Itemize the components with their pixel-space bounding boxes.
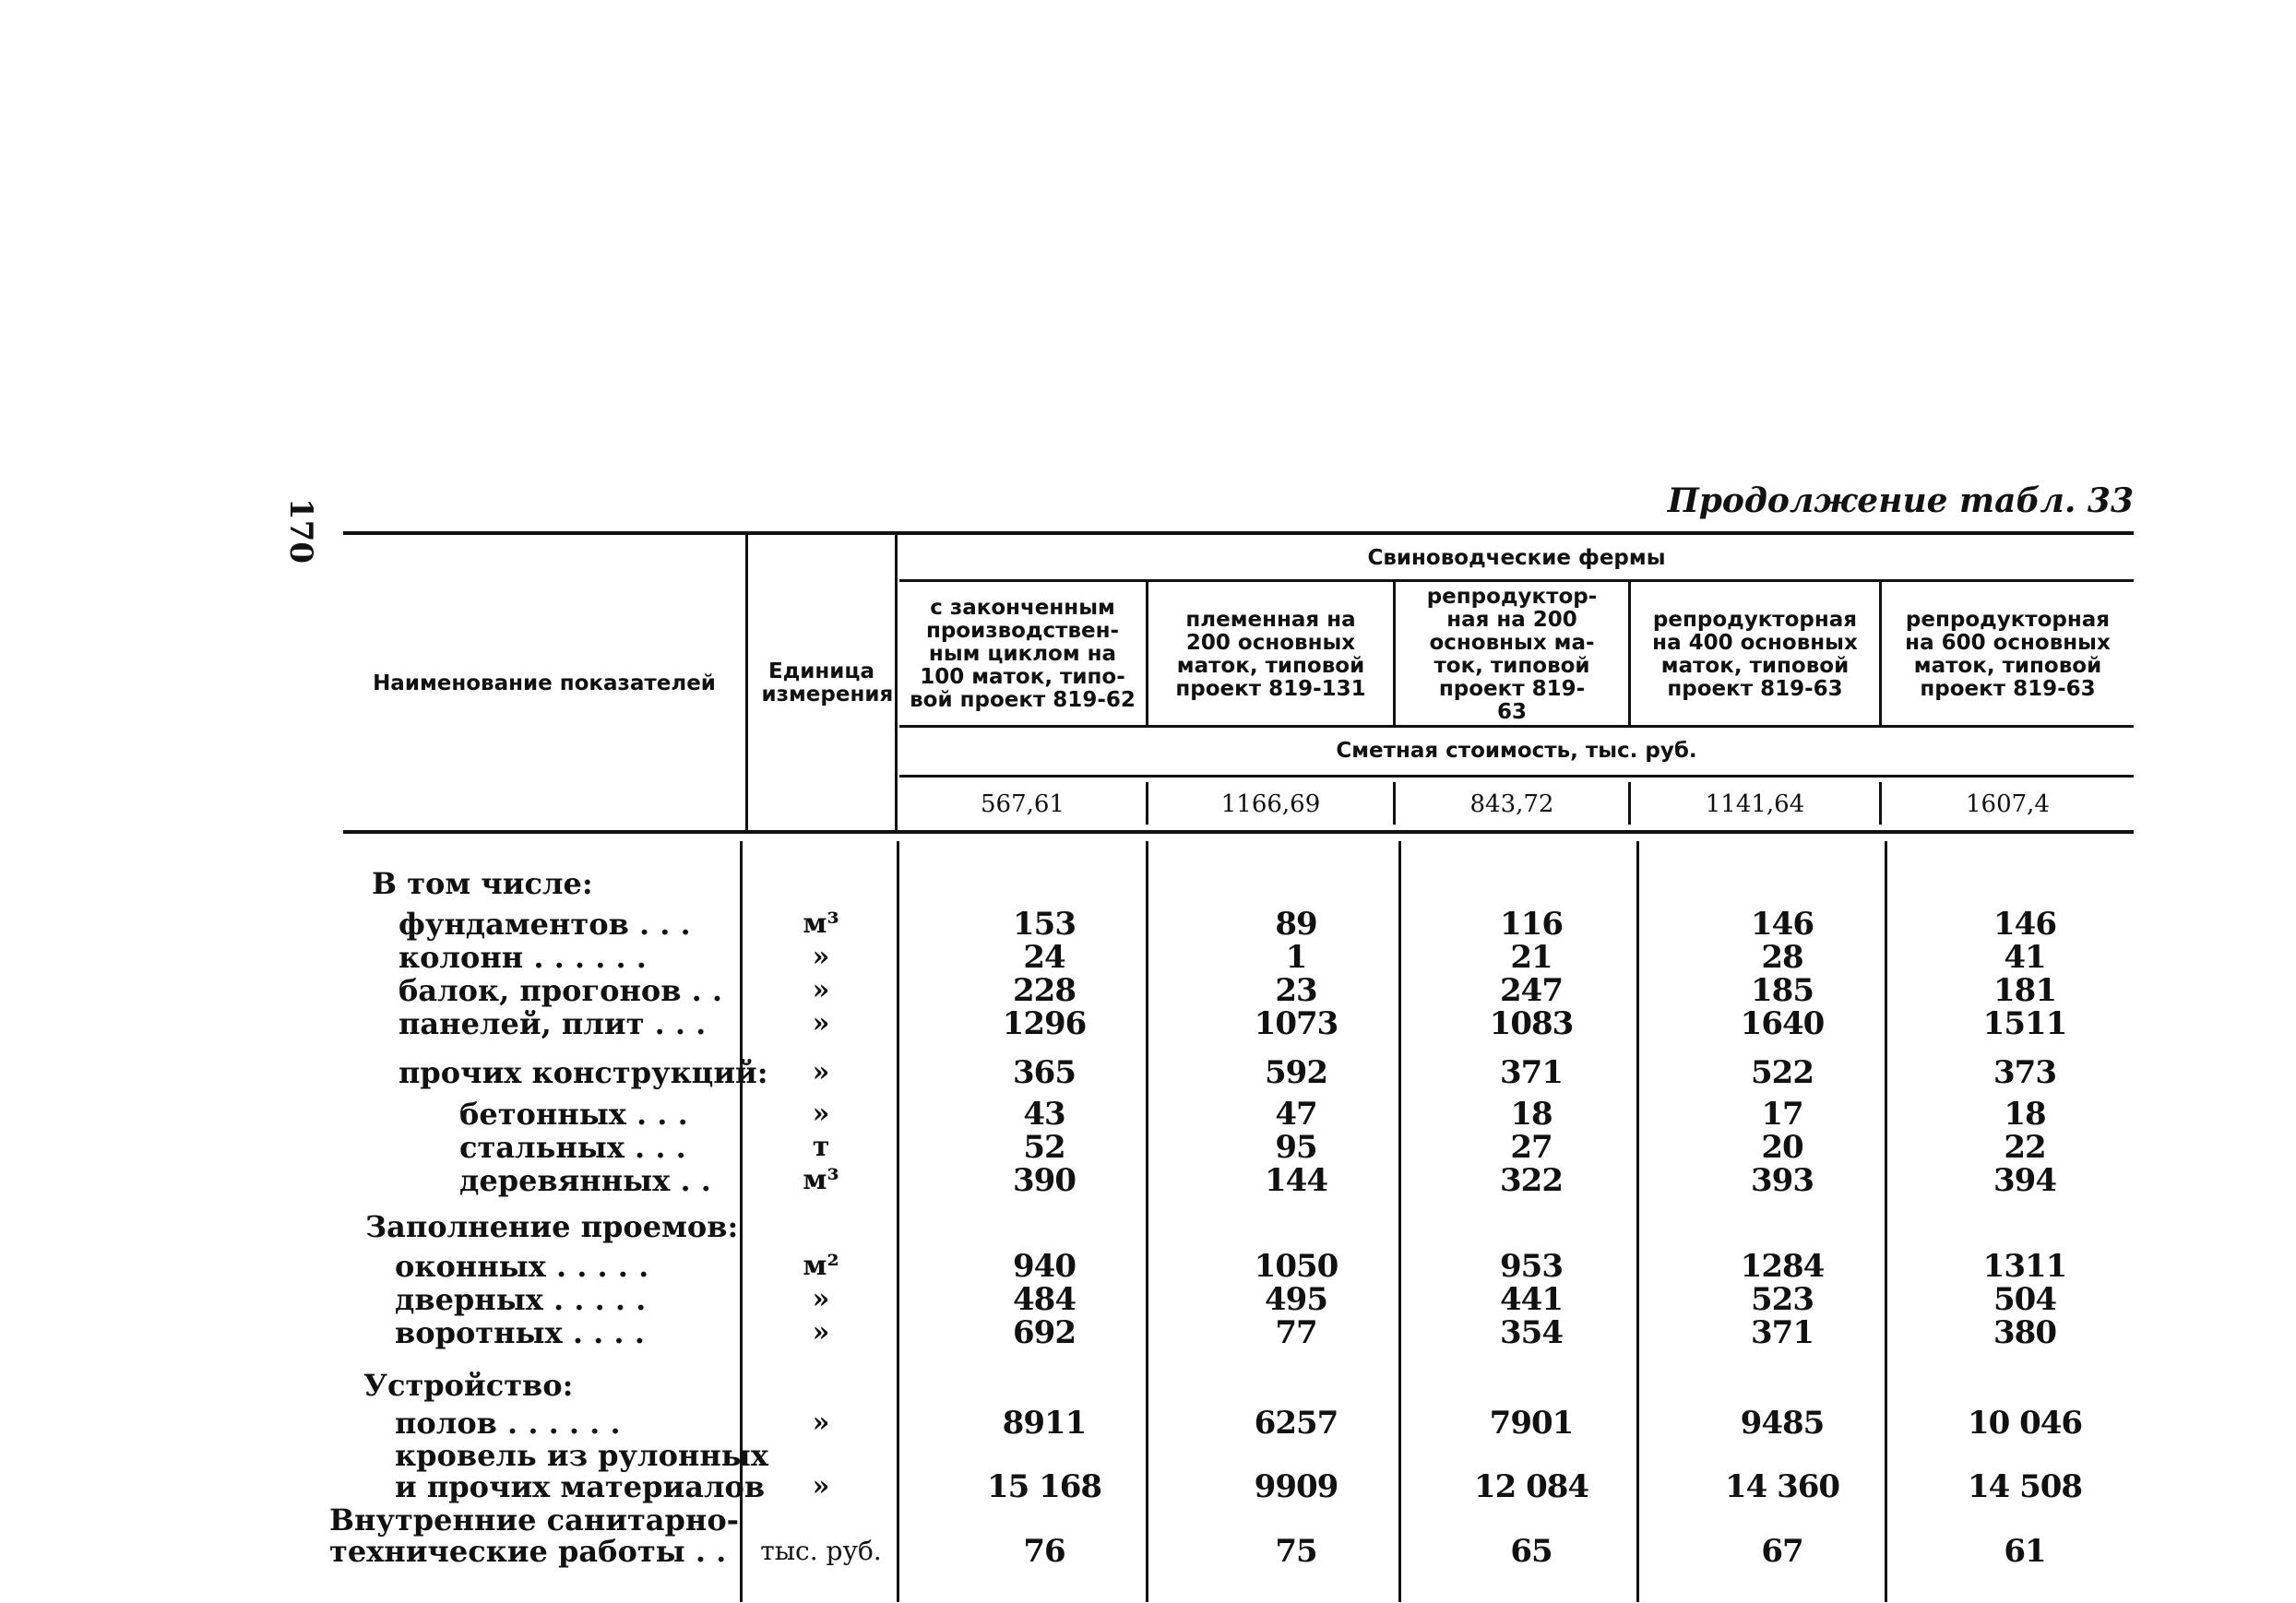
table-caption: Продолжение табл. 33 bbox=[1667, 481, 2134, 520]
row-value: 52 bbox=[1023, 1129, 1065, 1166]
row-value: 61 bbox=[2004, 1533, 2046, 1570]
row-value: 181 bbox=[1993, 972, 2056, 1009]
section-heading: Устройство: bbox=[363, 1368, 574, 1403]
row-value: 75 bbox=[1275, 1533, 1317, 1570]
row-label: прочих конструкций: bbox=[399, 1055, 768, 1090]
row-value: 89 bbox=[1275, 906, 1317, 943]
row-label: балок, прогонов . . bbox=[399, 973, 723, 1008]
row-value: 1640 bbox=[1740, 1005, 1825, 1042]
row-unit: » bbox=[812, 1407, 830, 1439]
row-value: 14 360 bbox=[1724, 1468, 1840, 1505]
page-number: 170 bbox=[282, 498, 319, 564]
header-farm-3 bbox=[1396, 584, 1628, 725]
header-unit bbox=[748, 537, 895, 830]
row-label: панелей, плит . . . bbox=[399, 1006, 707, 1041]
header-group bbox=[899, 537, 2134, 579]
row-label: деревянных . . bbox=[459, 1163, 711, 1198]
row-unit: » bbox=[812, 1056, 830, 1088]
row-value: 95 bbox=[1275, 1129, 1317, 1166]
header-group-text: Свиноводческие фермы bbox=[1367, 545, 1666, 570]
header-cost-label-text: Сметная стоимость, тыс. руб. bbox=[1336, 739, 1697, 763]
row-value: 21 bbox=[1510, 939, 1552, 976]
row-value: 67 bbox=[1761, 1533, 1803, 1570]
header-farm-4-text: репродукторная на 400 основных маток, типовой проект 819-63 bbox=[1652, 607, 1858, 701]
row-value: 24 bbox=[1023, 939, 1065, 976]
row-value: 484 bbox=[1013, 1281, 1076, 1318]
row-value: 592 bbox=[1265, 1054, 1327, 1091]
table-top-rule bbox=[343, 531, 2134, 535]
row-value: 228 bbox=[1013, 972, 1076, 1009]
row-value: 371 bbox=[1751, 1314, 1814, 1351]
row-label: стальных . . . bbox=[459, 1130, 686, 1165]
header-farm-5-text: репродукторная на 600 основных маток, типовой проект 819-63 bbox=[1905, 607, 2111, 701]
header-farm-1 bbox=[899, 584, 1146, 725]
group-rule bbox=[899, 579, 2134, 582]
row-value: 15 168 bbox=[986, 1468, 1102, 1505]
row-value: 1073 bbox=[1254, 1005, 1338, 1042]
row-label: воротных . . . . bbox=[395, 1315, 645, 1350]
header-farm-1-text: с законченным производствен-ным циклом на 100 маток, типо-вой проект 819-62 bbox=[910, 596, 1136, 712]
row-value: 10 046 bbox=[1967, 1405, 2083, 1442]
row-value: 393 bbox=[1751, 1162, 1814, 1199]
header-cost-2 bbox=[1148, 778, 1393, 830]
row-value: 144 bbox=[1265, 1162, 1327, 1199]
row-unit: » bbox=[812, 974, 830, 1006]
row-value: 390 bbox=[1013, 1162, 1076, 1199]
row-value: 371 bbox=[1500, 1054, 1563, 1091]
row-value: 940 bbox=[1013, 1248, 1076, 1285]
row-value: 8911 bbox=[1002, 1405, 1087, 1442]
row-value: 12 084 bbox=[1473, 1468, 1589, 1505]
header-cost-label bbox=[899, 728, 2134, 775]
row-value: 322 bbox=[1500, 1162, 1563, 1199]
row-label: оконных . . . . . bbox=[395, 1249, 649, 1284]
header-name bbox=[343, 537, 745, 830]
row-value: 43 bbox=[1023, 1096, 1065, 1133]
row-value: 18 bbox=[2004, 1096, 2046, 1133]
row-unit: » bbox=[812, 1283, 830, 1315]
row-label: колонн . . . . . . bbox=[399, 940, 647, 975]
row-label: бетонных . . . bbox=[459, 1097, 688, 1132]
row-value: 1050 bbox=[1254, 1248, 1338, 1285]
header-farm-5 bbox=[1882, 584, 2134, 725]
row-value: 523 bbox=[1751, 1281, 1814, 1318]
row-value: 380 bbox=[1993, 1314, 2056, 1351]
row-value: 354 bbox=[1500, 1314, 1563, 1351]
row-value: 14 508 bbox=[1967, 1468, 2083, 1505]
row-label: и прочих материалов bbox=[395, 1469, 766, 1504]
header-farm-3-text: репродуктор-ная на 200 основных ма-ток, типовой проект 819-63 bbox=[1426, 584, 1598, 724]
row-value: 1511 bbox=[1982, 1005, 2067, 1042]
header-farm-4 bbox=[1631, 584, 1879, 725]
row-value: 185 bbox=[1751, 972, 1814, 1009]
row-value: 9485 bbox=[1740, 1405, 1825, 1442]
row-label: полов . . . . . . bbox=[395, 1406, 621, 1441]
row-value: 1296 bbox=[1002, 1005, 1087, 1042]
row-value: 1083 bbox=[1489, 1005, 1574, 1042]
header-bottom-rule bbox=[343, 830, 2134, 834]
header-cost-4 bbox=[1631, 778, 1879, 830]
body-unit-divider bbox=[897, 841, 899, 1602]
row-unit: м³ bbox=[803, 908, 839, 940]
header-farm-2 bbox=[1148, 584, 1393, 725]
row-unit: » bbox=[812, 1316, 830, 1348]
header-farm-2-text: племенная на 200 основных маток, типовой проект 819-131 bbox=[1175, 607, 1366, 701]
row-value: 146 bbox=[1751, 906, 1814, 943]
row-value: 47 bbox=[1275, 1096, 1317, 1133]
row-value: 365 bbox=[1013, 1054, 1076, 1091]
row-value: 6257 bbox=[1254, 1405, 1338, 1442]
row-unit: т bbox=[812, 1131, 830, 1163]
row-value: 65 bbox=[1510, 1533, 1552, 1570]
section-heading: Заполнение проемов: bbox=[365, 1209, 739, 1244]
row-value: 1311 bbox=[1982, 1248, 2067, 1285]
row-unit: тыс. руб. bbox=[760, 1536, 882, 1566]
row-label: кровель из рулонных bbox=[395, 1438, 768, 1473]
header-cost-3 bbox=[1396, 778, 1628, 830]
row-label: технические работы . . bbox=[329, 1534, 727, 1569]
row-value: 76 bbox=[1023, 1533, 1065, 1570]
row-value: 77 bbox=[1275, 1314, 1317, 1351]
row-unit: » bbox=[812, 1470, 830, 1502]
row-value: 692 bbox=[1013, 1314, 1076, 1351]
row-value: 153 bbox=[1013, 906, 1076, 943]
row-value: 7901 bbox=[1489, 1405, 1574, 1442]
row-value: 17 bbox=[1761, 1096, 1803, 1133]
row-value: 1 bbox=[1285, 939, 1307, 976]
row-unit: м² bbox=[803, 1250, 839, 1282]
header-cost-3-text: 843,72 bbox=[1469, 790, 1554, 818]
row-unit: » bbox=[812, 1007, 830, 1039]
row-unit: м³ bbox=[803, 1164, 839, 1196]
header-cost-5 bbox=[1882, 778, 2134, 830]
row-value: 495 bbox=[1265, 1281, 1327, 1318]
row-value: 1284 bbox=[1740, 1248, 1825, 1285]
row-value: 20 bbox=[1761, 1129, 1803, 1166]
header-cost-2-text: 1166,69 bbox=[1220, 790, 1321, 818]
row-value: 27 bbox=[1510, 1129, 1552, 1166]
row-value: 28 bbox=[1761, 939, 1803, 976]
header-cost-1-text: 567,61 bbox=[981, 790, 1065, 818]
row-value: 504 bbox=[1993, 1281, 2056, 1318]
header-cost-1 bbox=[899, 778, 1146, 830]
section-heading: В том числе: bbox=[372, 866, 593, 901]
row-value: 394 bbox=[1993, 1162, 2056, 1199]
row-label: Внутренние санитарно- bbox=[329, 1502, 739, 1538]
row-label: фундаментов . . . bbox=[399, 907, 691, 942]
row-value: 116 bbox=[1500, 906, 1563, 943]
row-value: 373 bbox=[1993, 1054, 2056, 1091]
row-value: 41 bbox=[2004, 939, 2046, 976]
unit-col-divider bbox=[895, 535, 898, 830]
row-value: 146 bbox=[1993, 906, 2056, 943]
row-value: 953 bbox=[1500, 1248, 1563, 1285]
row-value: 9909 bbox=[1254, 1468, 1338, 1505]
row-value: 247 bbox=[1500, 972, 1563, 1009]
header-cost-5-text: 1607,4 bbox=[1966, 790, 2050, 818]
row-value: 22 bbox=[2004, 1129, 2046, 1166]
row-label: дверных . . . . . bbox=[395, 1282, 647, 1317]
row-unit: » bbox=[812, 1098, 830, 1130]
row-value: 23 bbox=[1275, 972, 1317, 1009]
row-value: 18 bbox=[1510, 1096, 1552, 1133]
row-unit: » bbox=[812, 941, 830, 973]
header-unit-text: Единица измерения bbox=[761, 659, 894, 707]
row-value: 441 bbox=[1500, 1281, 1563, 1318]
header-name-text: Наименование показателей bbox=[373, 671, 716, 695]
row-value: 522 bbox=[1751, 1054, 1814, 1091]
header-cost-4-text: 1141,64 bbox=[1705, 790, 1805, 818]
